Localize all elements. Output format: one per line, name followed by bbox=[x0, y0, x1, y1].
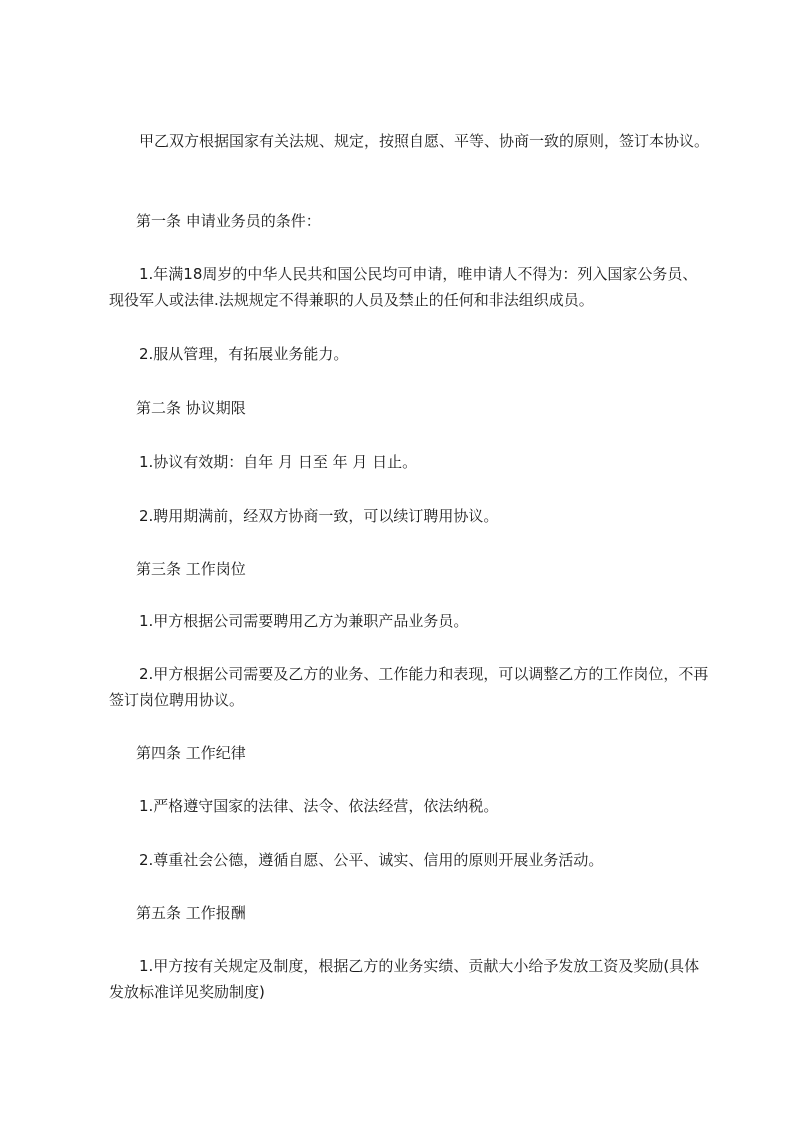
article-5-heading: 第五条 工作报酬 bbox=[136, 904, 246, 922]
article-4-heading: 第四条 工作纪律 bbox=[136, 744, 246, 762]
article-4-clause-1: 1.严格遵守国家的法律、法令、依法经营，依法纳税。 bbox=[109, 797, 499, 815]
article-3-heading: 第三条 工作岗位 bbox=[136, 560, 246, 578]
article-5-clause-1: 1.甲方按有关规定及制度，根据乙方的业务实绩、贡献大小给予发放工资及奖励(具体发放标准详见奖励制度) bbox=[109, 957, 700, 1001]
article-2-heading: 第二条 协议期限 bbox=[136, 399, 246, 417]
article-4-clause-2: 2.尊重社会公德，遵循自愿、公平、诚实、信用的原则开展业务活动。 bbox=[109, 851, 604, 869]
preamble-paragraph: 甲乙双方根据国家有关法规、规定，按照自愿、平等、协商一致的原则，签订本协议。 bbox=[109, 132, 710, 150]
article-1-clause-1: 1.年满18周岁的中华人民共和国公民均可申请，唯申请人不得为：列入国家公务员、现役军人或法律.法规规定不得兼职的人员及禁止的任何和非法组织成员。 bbox=[109, 265, 698, 309]
article-2-clause-2: 2.聘用期满前，经双方协商一致，可以续订聘用协议。 bbox=[109, 507, 499, 525]
article-2-clause-1: 1.协议有效期：自年 月 日至 年 月 日止。 bbox=[109, 453, 418, 471]
article-1-heading: 第一条 申请业务员的条件： bbox=[136, 212, 321, 230]
article-1-clause-2: 2.服从管理，有拓展业务能力。 bbox=[109, 345, 349, 363]
article-3-clause-1: 1.甲方根据公司需要聘用乙方为兼职产品业务员。 bbox=[109, 612, 469, 630]
article-3-clause-2: 2.甲方根据公司需要及乙方的业务、工作能力和表现，可以调整乙方的工作岗位，不再签订岗位聘用协议。 bbox=[109, 665, 709, 709]
